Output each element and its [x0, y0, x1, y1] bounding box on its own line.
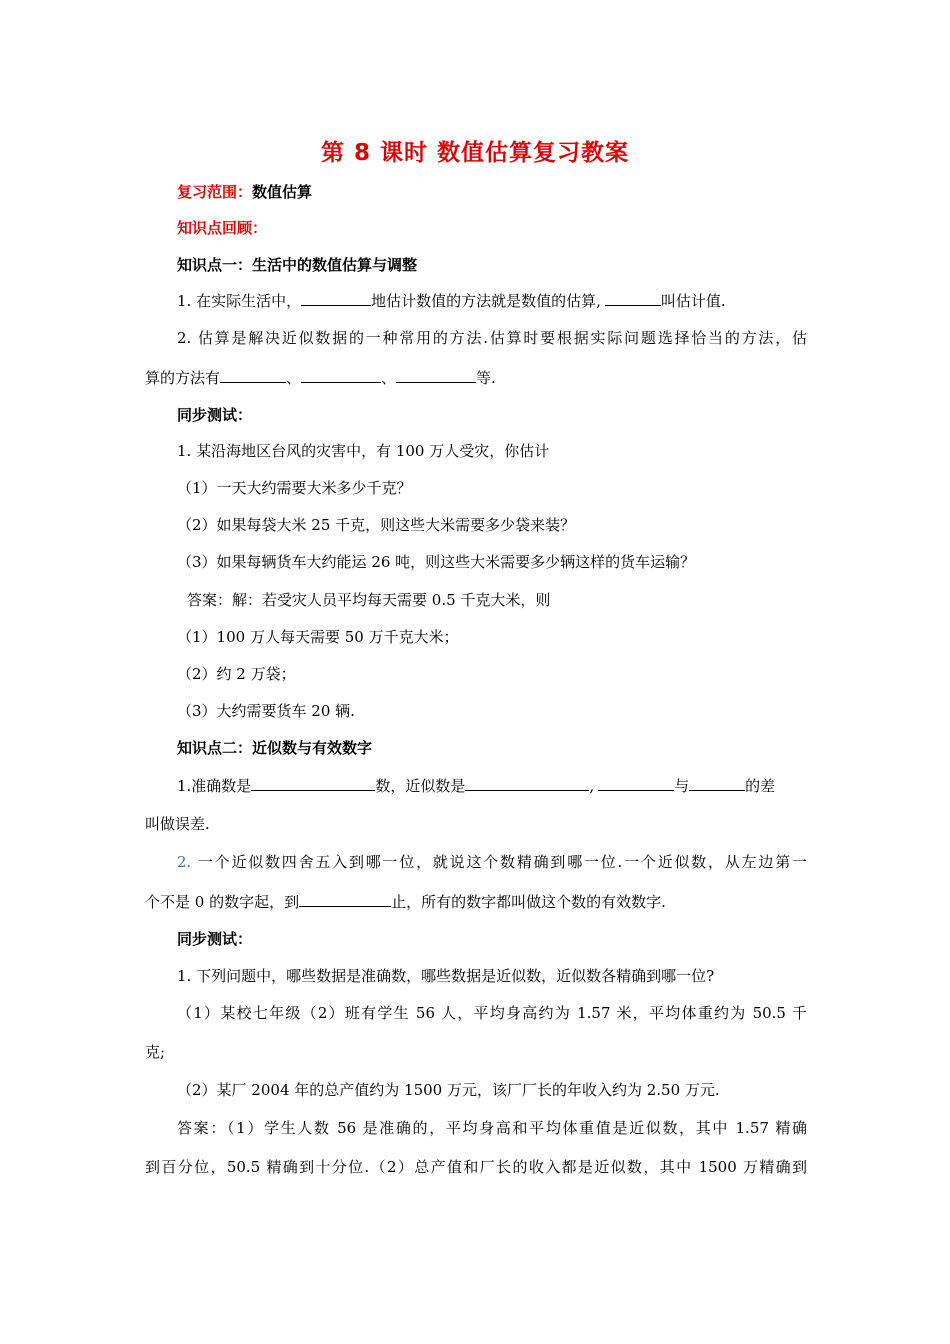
sync-test-1-sub1: （1）一天大约需要大米多少千克？ — [177, 479, 412, 497]
sync-test-1-sub3: （3）如果每辆货车大约能运 26 吨，则这些大米需要多少辆这样的货车运输？ — [177, 553, 696, 571]
kp1-heading-text: 知识点一：生活中的数值估算与调整 — [177, 256, 418, 274]
page-title: 第 8 课时 数值估算复习教案 — [320, 140, 630, 166]
fill-blank — [598, 775, 674, 791]
knowledge-review-label: 知识点回顾： — [177, 219, 268, 237]
fill-blank — [251, 775, 375, 791]
sync-test-2-q1: 1. 下列问题中，哪些数据是准确数，哪些数据是近似数，近似数各精确到哪一位? — [177, 967, 715, 985]
kp2-question-2-line1 — [177, 852, 807, 872]
kp1-q1-text-b: 地估计数值的方法就是数值的估算, — [371, 292, 601, 310]
fill-blank — [220, 367, 286, 383]
kp2-question-1 — [177, 775, 775, 796]
kp1-heading — [177, 255, 417, 275]
kp1-question-2-line2 — [145, 367, 496, 388]
sync-test-2-sub2: （2）某厂 2004 年的总产值约为 1500 万元，该厂厂长的年收入约为 2.50 万元. — [177, 1081, 720, 1099]
sync-test-2-answer-line1: 答案：（1）学生人数 56 是准确的，平均身高和平均体重值是近似数，其中 1.57 精确 — [177, 1119, 807, 1137]
kp2-q2-number: 2. — [177, 853, 192, 871]
kp2-q1-text-a: 1.准确数是 — [177, 777, 252, 795]
sync-test-2-answer-line2: 到百分位，50.5 精确到十分位.（2）总产值和厂长的收入都是近似数，其中 1500 万精确到 — [145, 1158, 807, 1176]
kp2-question-2-line2 — [145, 891, 666, 912]
fill-blank — [465, 775, 589, 791]
kp2-question-1-line2: 叫做误差. — [145, 815, 210, 833]
review-scope-value: 数值估算 — [252, 183, 313, 201]
kp2-q1-text-e: 的差 — [745, 777, 776, 795]
kp1-q2-end: 等. — [476, 369, 496, 387]
kp2-q1-text-c: , — [589, 777, 595, 795]
fill-blank — [301, 290, 371, 306]
kp1-q2-text-a: 算的方法有 — [145, 369, 221, 387]
sync-test-2-sub1-line2: 克; — [145, 1043, 166, 1061]
kp1-question-2-line1: 2. 估算是解决近似数据的一种常用的方法.估算时要根据实际问题选择恰当的方法，估 — [177, 329, 807, 347]
fill-blank — [301, 367, 381, 383]
fill-blank — [396, 367, 476, 383]
kp1-q2-sep: 、 — [381, 369, 397, 387]
fill-blank — [299, 891, 391, 907]
sync-test-1-ans3: （3）大约需要货车 20 辆. — [177, 702, 355, 720]
sync-test-1-ans1: （1）100 万人每天需要 50 万千克大米； — [177, 628, 459, 646]
sync-test-2-sub1-line1: （1）某校七年级（2）班有学生 56 人，平均身高约为 1.57 米，平均体重约为 50.5 千 — [177, 1004, 807, 1022]
kp2-heading: 知识点二：近似数与有效数字 — [177, 739, 373, 757]
sync-test-1-sub2: （2）如果每袋大米 25 千克，则这些大米需要多少袋来装？ — [177, 516, 576, 534]
kp1-q2-sep: 、 — [286, 369, 302, 387]
kp1-q1-text-c: 叫估计值. — [660, 292, 726, 310]
kp2-q1-text-b: 数，近似数是 — [375, 777, 466, 795]
fill-blank — [605, 290, 661, 306]
kp1-question-1 — [177, 290, 726, 311]
fill-blank — [689, 775, 745, 791]
kp2-q2-text-a: 个不是 0 的数字起，到 — [145, 893, 300, 911]
review-scope-label: 复习范围： — [177, 183, 253, 201]
sync-test-1-answer: 答案：解：若受灾人员平均每天需要 0.5 千克大米，则 — [187, 591, 551, 609]
sync-test-1-heading: 同步测试： — [177, 406, 253, 424]
sync-test-2-heading: 同步测试： — [177, 930, 253, 948]
kp2-q2-text: 一个近似数四舍五入到哪一位，就说这个数精确到哪一位.一个近似数，从左边第一 — [191, 853, 807, 871]
sync-test-1-q1: 1. 某沿海地区台风的灾害中，有 100 万人受灾，你估计 — [177, 442, 550, 460]
review-scope — [177, 182, 312, 202]
kp1-q1-text-a: 1. 在实际生活中， — [177, 292, 302, 310]
sync-test-1-ans2: （2）约 2 万袋； — [177, 665, 296, 683]
kp2-q1-text-d: 与 — [674, 777, 690, 795]
kp2-q2-text-b: 止，所有的数字都叫做这个数的有效数字. — [391, 893, 666, 911]
